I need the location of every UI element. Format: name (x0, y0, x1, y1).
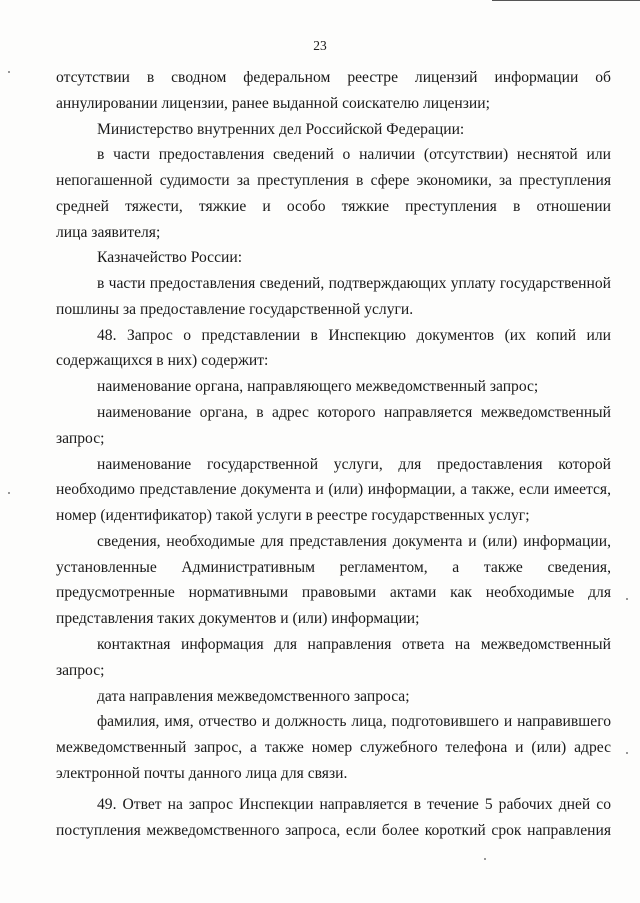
text-line: непогашенной судимости за преступления в сфере экономики, за преступления (56, 172, 611, 189)
text-line: отсутствии в сводном федеральном реестре лицензий информации об (56, 69, 611, 86)
text-line: представления таких документов и (или) информации; (56, 610, 420, 627)
text-line: Министерство внутренних дел Российской Федерации: (97, 121, 465, 138)
text-line: поступления межведомственного запроса, если более короткий срок направления (56, 822, 611, 839)
text-line: наименование государственной услуги, для предоставления которой (97, 456, 611, 473)
scan-speck (8, 492, 10, 494)
text-line: аннулировании лицензии, ранее выданной соискателю лицензии; (56, 95, 490, 112)
scan-speck (484, 858, 486, 860)
text-line: запрос; (56, 430, 105, 447)
text-line: установленные Административным регламентом, а также сведения, (56, 559, 611, 576)
text-line: межведомственный запрос, а также номер служебного телефона и (или) адрес (56, 739, 611, 756)
text-line: фамилия, имя, отчество и должность лица, подготовившего и направившего (97, 713, 611, 730)
scan-speck (626, 752, 628, 754)
text-line: наименование органа, направляющего межведомственный запрос; (97, 378, 539, 395)
top-rule (492, 0, 640, 1)
text-line: содержащихся в них) содержит: (56, 352, 269, 369)
text-line: лица заявителя; (56, 224, 161, 241)
text-line: 49. Ответ на запрос Инспекции направляется в течение 5 рабочих дней со (97, 796, 611, 813)
text-line: Казначейство России: (97, 249, 243, 266)
scan-speck (8, 71, 10, 73)
text-line: запрос; (56, 662, 105, 679)
text-line: контактная информация для направления ответа на межведомственный (97, 636, 611, 653)
text-line: электронной почты данного лица для связи. (56, 765, 348, 782)
scan-speck (626, 598, 628, 600)
page-number: 23 (313, 38, 327, 53)
text-line: 48. Запрос о представлении в Инспекцию документов (их копий или (97, 327, 611, 344)
text-line: предусмотренные нормативными правовыми актами как необходимые для (56, 584, 611, 601)
text-line: дата направления межведомственного запроса; (97, 688, 410, 705)
text-line: наименование органа, в адрес которого направляется межведомственный (97, 404, 611, 421)
text-line: в части предоставления сведений, подтверждающих уплату государственной (97, 275, 611, 292)
text-line: необходимо представление документа и (или) информации, а также, если имеется, (56, 481, 611, 498)
text-line: сведения, необходимые для представления документа и (или) информации, (97, 533, 611, 550)
text-line: в части предоставления сведений о наличии (отсутствии) неснятой или (97, 146, 611, 163)
text-line: средней тяжести, тяжкие и особо тяжкие преступления в отношении (56, 198, 611, 215)
text-line: пошлины за предоставление государственной услуги. (56, 301, 414, 318)
text-line: номер (идентификатор) такой услуги в реестре государственных услуг; (56, 507, 530, 524)
